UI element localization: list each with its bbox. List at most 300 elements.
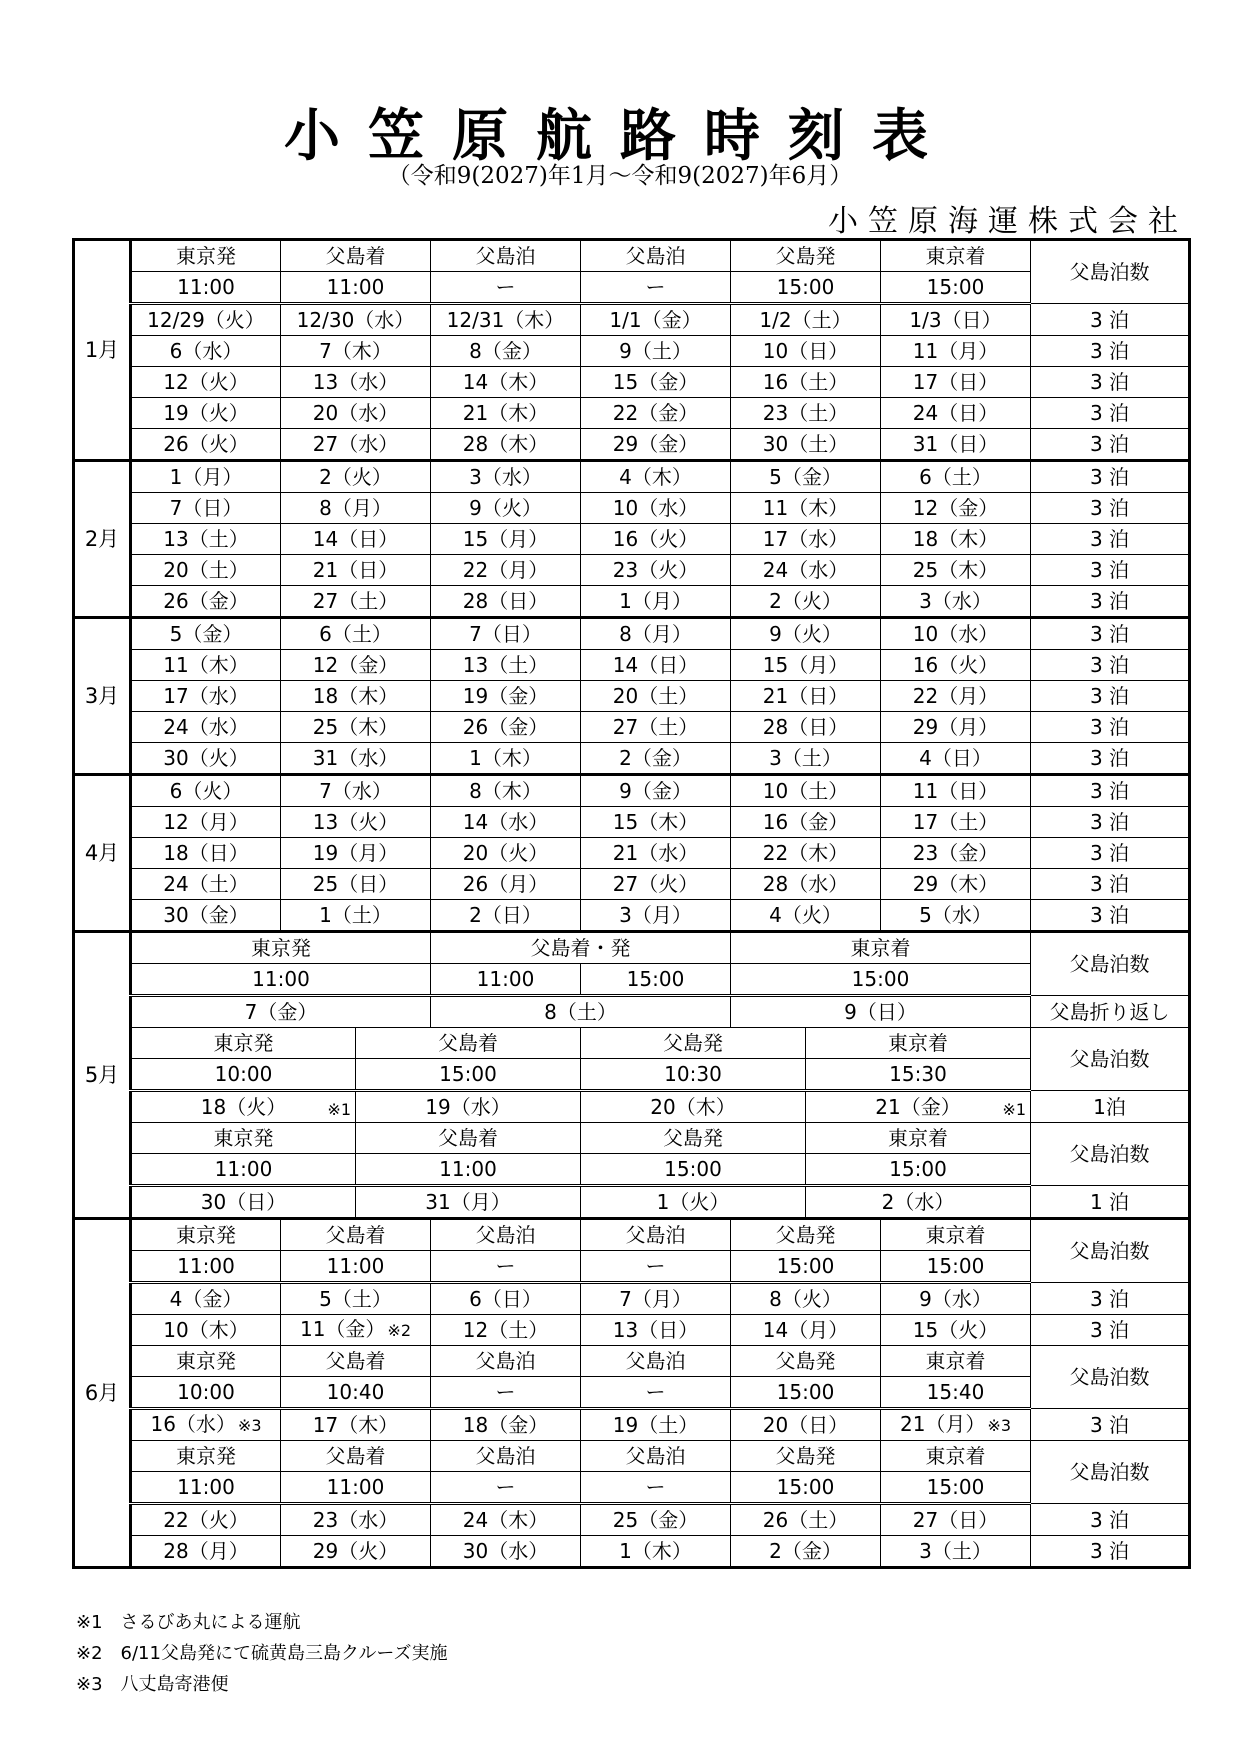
column-header: 父島泊 (581, 1219, 731, 1251)
column-header: 東京発 (131, 1441, 281, 1472)
column-header: 東京着 (881, 1346, 1031, 1377)
date-cell: 25（木） (881, 555, 1031, 586)
table-row (74, 429, 1190, 461)
date-cell: 24（日） (881, 398, 1031, 429)
footnote: ※2 6/11父島発にて硫黄島三島クルーズ実施 (76, 1643, 448, 1664)
date-cell: 20（木） (581, 1091, 806, 1123)
time-cell: 15:00 (731, 272, 881, 304)
column-header: 東京着 (731, 932, 1031, 964)
month-label: 2月 (74, 461, 131, 618)
table-row (74, 807, 1190, 838)
time-cell: 15:00 (581, 964, 731, 996)
nights-header: 父島泊数 (1031, 932, 1190, 996)
company-name: 小笠原海運株式会社 (828, 204, 1188, 239)
time-cell: 15:30 (806, 1059, 1031, 1091)
date-cell: 29（火） (281, 1536, 431, 1568)
date-cell: 6（火） (131, 775, 281, 807)
column-header: 父島発 (731, 1441, 881, 1472)
date-cell: 15（月） (731, 650, 881, 681)
date-cell: 14（日） (281, 524, 431, 555)
column-header: 東京発 (131, 932, 431, 964)
date-cell: 1/3（日） (881, 304, 1031, 336)
date-cell: 13（土） (431, 650, 581, 681)
date-cell: 12/31（木） (431, 304, 581, 336)
date-cell: 3（水） (431, 461, 581, 493)
nights-cell: 3 泊 (1031, 775, 1190, 807)
column-header: 父島発 (731, 1346, 881, 1377)
nights-cell: 3 泊 (1031, 493, 1190, 524)
table-row (74, 240, 1190, 272)
nights-header: 父島泊数 (1031, 1219, 1190, 1283)
date-cell: 1（火） (581, 1186, 806, 1219)
date-cell: 4（火） (731, 900, 881, 932)
timetable (72, 238, 1191, 1569)
note-mark: ※1 (1002, 1100, 1026, 1119)
column-header: 父島泊 (581, 1346, 731, 1377)
nights-cell: 3 泊 (1031, 618, 1190, 650)
date-cell: 24（水） (731, 555, 881, 586)
date-cell: 2（金） (581, 743, 731, 775)
date-cell: 11（金） ※2 (281, 1315, 431, 1346)
date-cell: 21（日） (281, 555, 431, 586)
footnote: ※1 さるびあ丸による運航 (76, 1612, 301, 1633)
table-row (74, 1472, 1190, 1504)
nights-header: 父島泊数 (1031, 1028, 1190, 1091)
column-header: 父島泊 (431, 240, 581, 272)
time-cell: 11:00 (281, 1472, 431, 1504)
table-row (74, 1219, 1190, 1251)
date-cell: 20（土） (131, 555, 281, 586)
date-cell: 1/2（土） (731, 304, 881, 336)
date-cell: 31（月） (356, 1186, 581, 1219)
date-cell: 6（土） (281, 618, 431, 650)
time-cell: 11:00 (131, 272, 281, 304)
time-cell: 11:00 (356, 1154, 581, 1186)
date-cell: 7（水） (281, 775, 431, 807)
date-cell: 25（日） (281, 869, 431, 900)
column-header: 父島発 (731, 240, 881, 272)
date-cell: 10（水） (581, 493, 731, 524)
date-cell: 11（日） (881, 775, 1031, 807)
date-cell: 12（火） (131, 367, 281, 398)
table-row (74, 1283, 1190, 1315)
date-cell: 26（月） (431, 869, 581, 900)
date-cell: 18（日） (131, 838, 281, 869)
date-cell: 20（火） (431, 838, 581, 869)
date-cell: 28（月） (131, 1536, 281, 1568)
nights-cell: 3 泊 (1031, 838, 1190, 869)
time-cell: 15:40 (881, 1377, 1031, 1409)
date-cell: 22（金） (581, 398, 731, 429)
date-cell: 5（金） (131, 618, 281, 650)
date-cell: 31（水） (281, 743, 431, 775)
month-label: 1月 (74, 240, 131, 461)
time-cell: 10:40 (281, 1377, 431, 1409)
date-cell: 27（土） (281, 586, 431, 618)
time-cell: 10:00 (131, 1059, 356, 1091)
date-cell: 7（金） (131, 996, 431, 1028)
date-cell: 24（水） (131, 712, 281, 743)
date-cell: 26（金） (131, 586, 281, 618)
nights-cell: 3 泊 (1031, 586, 1190, 618)
column-header: 東京発 (131, 1123, 356, 1154)
date-cell: 22（火） (131, 1504, 281, 1536)
note-mark: ※3 (237, 1416, 262, 1435)
date-cell: 1（木） (581, 1536, 731, 1568)
date-cell: 18（木） (281, 681, 431, 712)
date-cell: 26（金） (431, 712, 581, 743)
date-cell: 7（日） (131, 493, 281, 524)
nights-cell: 3 泊 (1031, 681, 1190, 712)
date-cell: 27（水） (281, 429, 431, 461)
date-cell: 31（日） (881, 429, 1031, 461)
nights-cell: 1 泊 (1031, 1186, 1190, 1219)
date-cell: 12（土） (431, 1315, 581, 1346)
date-cell: 26（火） (131, 429, 281, 461)
date-cell: 23（火） (581, 555, 731, 586)
date-cell: 28（水） (731, 869, 881, 900)
date-cell: 23（土） (731, 398, 881, 429)
date-cell: 1/1（金） (581, 304, 731, 336)
column-header: 父島泊 (581, 240, 731, 272)
table-row (74, 964, 1190, 996)
column-header: 父島泊 (431, 1346, 581, 1377)
column-header: 父島着 (281, 1346, 431, 1377)
column-header: 父島発 (581, 1028, 806, 1059)
table-row (74, 1028, 1190, 1059)
column-header: 父島着 (281, 1441, 431, 1472)
date-cell: 2（火） (731, 586, 881, 618)
month-label: 3月 (74, 618, 131, 775)
time-cell: ー (431, 1377, 581, 1409)
date-cell: 8（火） (731, 1283, 881, 1315)
date-cell: 8（土） (431, 996, 731, 1028)
date-cell: 19（金） (431, 681, 581, 712)
date-cell: 9（火） (431, 493, 581, 524)
time-cell: 15:00 (731, 1472, 881, 1504)
column-header: 東京発 (131, 1028, 356, 1059)
column-header: 東京着 (881, 240, 1031, 272)
date-cell: 12（月） (131, 807, 281, 838)
time-cell: 10:30 (581, 1059, 806, 1091)
date-cell: 16（金） (731, 807, 881, 838)
date-cell: 21（日） (731, 681, 881, 712)
date-cell: 8（金） (431, 336, 581, 367)
date-cell: 27（火） (581, 869, 731, 900)
date-cell: 7（木） (281, 336, 431, 367)
date-cell: 12（金） (281, 650, 431, 681)
nights-cell: 3 泊 (1031, 1504, 1190, 1536)
date-cell: 28（日） (431, 586, 581, 618)
time-cell: 11:00 (131, 1251, 281, 1283)
column-header: 東京着 (881, 1219, 1031, 1251)
column-header: 東京発 (131, 1219, 281, 1251)
table-row (74, 1091, 1190, 1123)
date-cell: 7（月） (581, 1283, 731, 1315)
table-row (74, 775, 1190, 807)
time-cell: ー (431, 1472, 581, 1504)
table-row (74, 1377, 1190, 1409)
table-row (74, 524, 1190, 555)
time-cell: 15:00 (806, 1154, 1031, 1186)
note-mark: ※3 (987, 1416, 1012, 1435)
date-cell: 5（土） (281, 1283, 431, 1315)
date-cell: 20（日） (731, 1409, 881, 1441)
time-cell: 15:00 (731, 1251, 881, 1283)
date-cell: 28（木） (431, 429, 581, 461)
date-cell: 18（金） (431, 1409, 581, 1441)
table-row (74, 398, 1190, 429)
table-row (74, 618, 1190, 650)
date-cell: 9（金） (581, 775, 731, 807)
date-cell: 24（木） (431, 1504, 581, 1536)
table-row (74, 367, 1190, 398)
time-cell: ー (581, 1377, 731, 1409)
nights-cell: 3 泊 (1031, 650, 1190, 681)
time-cell: ー (431, 272, 581, 304)
time-cell: 11:00 (131, 964, 431, 996)
date-cell: 6（日） (431, 1283, 581, 1315)
column-header: 父島泊 (581, 1441, 731, 1472)
nights-header: 父島泊数 (1031, 240, 1190, 304)
table-row (74, 1251, 1190, 1283)
date-cell: 26（土） (731, 1504, 881, 1536)
date-cell: 1（木） (431, 743, 581, 775)
table-row (74, 304, 1190, 336)
date-cell: 22（月） (431, 555, 581, 586)
date-cell: 9（水） (881, 1283, 1031, 1315)
date-cell: 21（木） (431, 398, 581, 429)
table-row (74, 900, 1190, 932)
table-row (74, 461, 1190, 493)
column-header: 父島泊 (431, 1219, 581, 1251)
table-row (74, 1409, 1190, 1441)
date-cell: 23（金） (881, 838, 1031, 869)
nights-cell: 3 泊 (1031, 367, 1190, 398)
date-cell: 11（木） (731, 493, 881, 524)
note-mark: ※2 (387, 1321, 412, 1340)
date-cell: 16（火） (881, 650, 1031, 681)
column-header: 父島着 (356, 1123, 581, 1154)
date-cell: 1（月） (581, 586, 731, 618)
date-cell: 11（月） (881, 336, 1031, 367)
date-cell: 22（木） (731, 838, 881, 869)
date-cell: 21（金） ※1 (806, 1091, 1031, 1123)
date-cell: 20（土） (581, 681, 731, 712)
time-cell: ー (581, 1472, 731, 1504)
date-cell: 29（金） (581, 429, 731, 461)
date-cell: 9（日） (731, 996, 1031, 1028)
date-cell: 28（日） (731, 712, 881, 743)
date-cell: 14（木） (431, 367, 581, 398)
nights-header: 父島泊数 (1031, 1441, 1190, 1504)
time-cell: 11:00 (281, 1251, 431, 1283)
nights-cell: 3 泊 (1031, 900, 1190, 932)
page-subtitle: （令和9(2027)年1月～令和9(2027)年6月） (387, 163, 853, 189)
footnote: ※3 八丈島寄港便 (76, 1674, 229, 1695)
date-cell: 9（火） (731, 618, 881, 650)
date-cell: 19（土） (581, 1409, 731, 1441)
date-cell: 25（金） (581, 1504, 731, 1536)
date-cell: 2（日） (431, 900, 581, 932)
time-cell: 10:00 (131, 1377, 281, 1409)
time-cell: 15:00 (881, 272, 1031, 304)
page-title: 小笠原航路時刻表 (284, 104, 956, 169)
date-cell: 3（土） (731, 743, 881, 775)
date-cell: 14（日） (581, 650, 731, 681)
date-cell: 7（日） (431, 618, 581, 650)
nights-cell: 3 泊 (1031, 1409, 1190, 1441)
date-cell: 19（火） (131, 398, 281, 429)
date-cell: 2（火） (281, 461, 431, 493)
time-cell: 15:00 (881, 1251, 1031, 1283)
date-cell: 17（水） (731, 524, 881, 555)
time-cell: 11:00 (281, 272, 431, 304)
date-cell: 1（月） (131, 461, 281, 493)
date-cell: 4（日） (881, 743, 1031, 775)
date-cell: 15（金） (581, 367, 731, 398)
nights-cell: 3 泊 (1031, 712, 1190, 743)
date-cell: 30（金） (131, 900, 281, 932)
date-cell: 16（水） ※3 (131, 1409, 281, 1441)
table-row (74, 869, 1190, 900)
table-row (74, 1504, 1190, 1536)
table-row (74, 493, 1190, 524)
date-cell: 15（月） (431, 524, 581, 555)
nights-cell: 3 泊 (1031, 807, 1190, 838)
date-cell: 23（水） (281, 1504, 431, 1536)
date-cell: 22（月） (881, 681, 1031, 712)
date-cell: 17（木） (281, 1409, 431, 1441)
date-cell: 4（木） (581, 461, 731, 493)
table-row (74, 1346, 1190, 1377)
table-row (74, 996, 1190, 1028)
table-row (74, 1315, 1190, 1346)
nights-cell: 3 泊 (1031, 398, 1190, 429)
date-cell: 27（土） (581, 712, 731, 743)
table-row (74, 272, 1190, 304)
date-cell: 13（水） (281, 367, 431, 398)
date-cell: 19（月） (281, 838, 431, 869)
date-cell: 10（木） (131, 1315, 281, 1346)
column-header: 父島着・発 (431, 932, 731, 964)
table-row (74, 681, 1190, 712)
nights-cell: 1泊 (1031, 1091, 1190, 1123)
table-row (74, 1186, 1190, 1219)
date-cell: 30（火） (131, 743, 281, 775)
date-cell: 27（日） (881, 1504, 1031, 1536)
time-cell: ー (431, 1251, 581, 1283)
date-cell: 2（水） (806, 1186, 1031, 1219)
date-cell: 9（土） (581, 336, 731, 367)
table-row (74, 586, 1190, 618)
column-header: 東京発 (131, 1346, 281, 1377)
nights-cell: 3 泊 (1031, 869, 1190, 900)
table-row (74, 838, 1190, 869)
time-cell: 15:00 (356, 1059, 581, 1091)
time-cell: ー (581, 272, 731, 304)
column-header: 東京着 (806, 1028, 1031, 1059)
date-cell: 21（水） (581, 838, 731, 869)
date-cell: 30（水） (431, 1536, 581, 1568)
month-label: 5月 (74, 932, 131, 1219)
date-cell: 20（水） (281, 398, 431, 429)
date-cell: 17（日） (881, 367, 1031, 398)
table-row (74, 1059, 1190, 1091)
date-cell: 3（月） (581, 900, 731, 932)
nights-cell: 3 泊 (1031, 336, 1190, 367)
nights-cell: 3 泊 (1031, 555, 1190, 586)
date-cell: 6（水） (131, 336, 281, 367)
note-mark: ※1 (327, 1100, 351, 1119)
date-cell: 16（土） (731, 367, 881, 398)
time-cell: ー (581, 1251, 731, 1283)
date-cell: 10（日） (731, 336, 881, 367)
column-header: 東京発 (131, 240, 281, 272)
time-cell: 11:00 (431, 964, 581, 996)
date-cell: 6（土） (881, 461, 1031, 493)
date-cell: 24（土） (131, 869, 281, 900)
date-cell: 11（木） (131, 650, 281, 681)
date-cell: 12/30（水） (281, 304, 431, 336)
date-cell: 19（水） (356, 1091, 581, 1123)
nights-cell: 3 泊 (1031, 1536, 1190, 1568)
nights-header: 父島泊数 (1031, 1346, 1190, 1409)
date-cell: 2（金） (731, 1536, 881, 1568)
date-cell: 13（日） (581, 1315, 731, 1346)
date-cell: 14（月） (731, 1315, 881, 1346)
date-cell: 16（火） (581, 524, 731, 555)
column-header: 父島発 (731, 1219, 881, 1251)
date-cell: 5（金） (731, 461, 881, 493)
date-cell: 21（月） ※3 (881, 1409, 1031, 1441)
table-row (74, 743, 1190, 775)
date-cell: 3（土） (881, 1536, 1031, 1568)
date-cell: 13（火） (281, 807, 431, 838)
time-cell: 15:00 (581, 1154, 806, 1186)
table-row (74, 932, 1190, 964)
month-label: 4月 (74, 775, 131, 932)
date-cell: 10（土） (731, 775, 881, 807)
date-cell: 15（木） (581, 807, 731, 838)
date-cell: 29（木） (881, 869, 1031, 900)
date-cell: 8（月） (581, 618, 731, 650)
date-cell: 15（火） (881, 1315, 1031, 1346)
column-header: 父島着 (281, 1219, 431, 1251)
nights-cell: 父島折り返し (1031, 996, 1190, 1028)
nights-cell: 3 泊 (1031, 429, 1190, 461)
date-cell: 30（日） (131, 1186, 356, 1219)
date-cell: 18（木） (881, 524, 1031, 555)
date-cell: 12/29（火） (131, 304, 281, 336)
date-cell: 10（水） (881, 618, 1031, 650)
date-cell: 1（土） (281, 900, 431, 932)
date-cell: 30（土） (731, 429, 881, 461)
nights-cell: 3 泊 (1031, 461, 1190, 493)
nights-cell: 3 泊 (1031, 524, 1190, 555)
time-cell: 11:00 (131, 1472, 281, 1504)
nights-cell: 3 泊 (1031, 1283, 1190, 1315)
table-row (74, 650, 1190, 681)
date-cell: 18（火） ※1 (131, 1091, 356, 1123)
time-cell: 11:00 (131, 1154, 356, 1186)
nights-cell: 3 泊 (1031, 304, 1190, 336)
time-cell: 15:00 (881, 1472, 1031, 1504)
footnotes (76, 1607, 448, 1700)
date-cell: 4（金） (131, 1283, 281, 1315)
month-label: 6月 (74, 1219, 131, 1568)
time-cell: 15:00 (731, 964, 1031, 996)
